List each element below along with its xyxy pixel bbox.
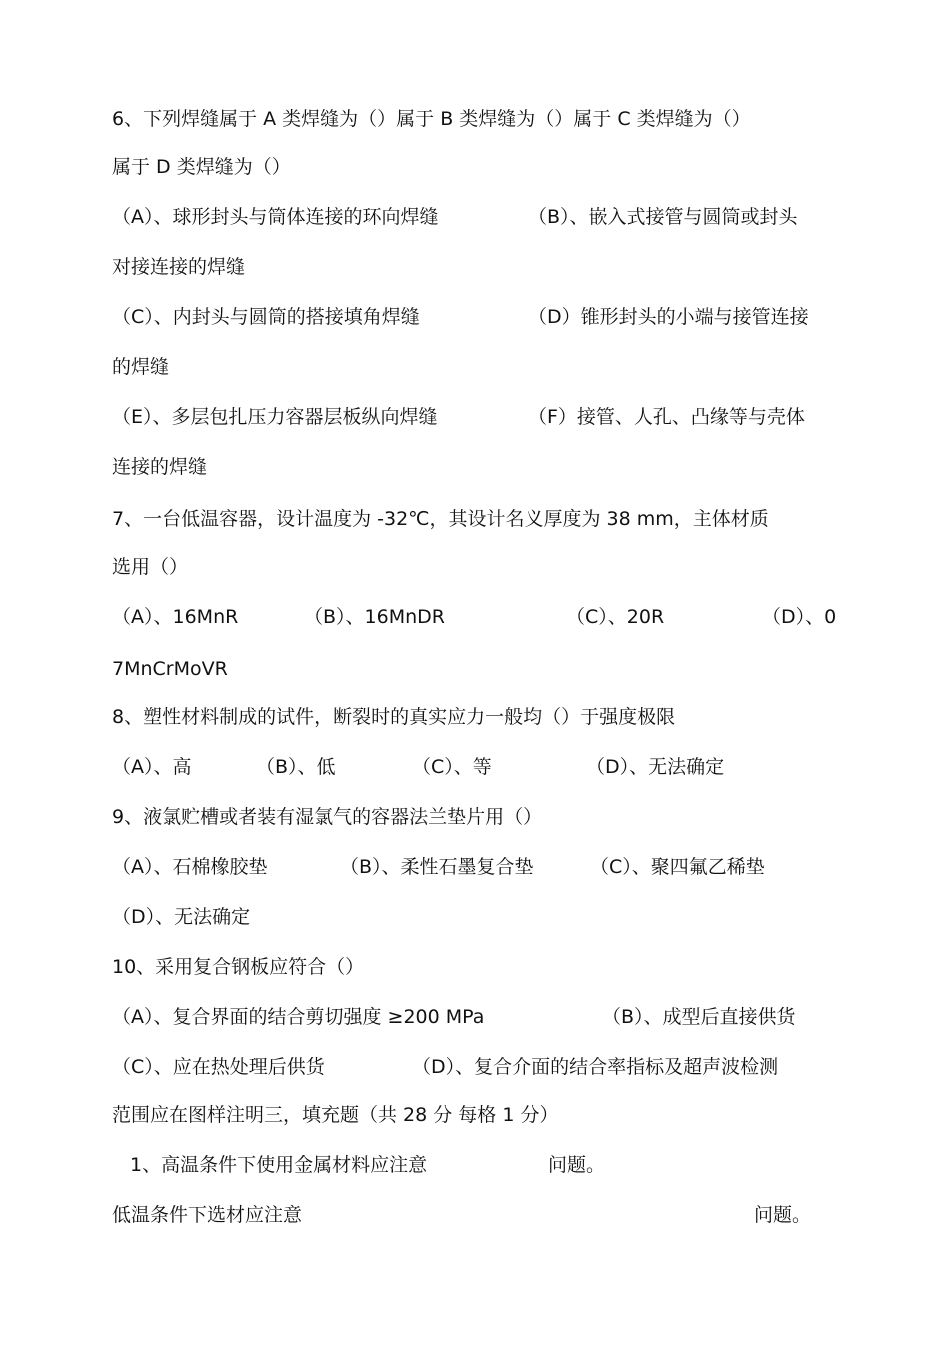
q10-option-c: （C）、应在热处理后供货 <box>112 1056 325 1078</box>
q6-option-b: （B）、嵌入式接管与圆筒或封头 <box>528 206 798 228</box>
fill-q1-line1-end: 问题。 <box>548 1154 606 1176</box>
q7-stem-line2: 选用（） <box>112 556 189 578</box>
q6-option-f: （F）接管、人孔、凸缘等与壳体 <box>528 406 805 428</box>
q6-option-d: （D）锥形封头的小端与接管连接 <box>528 306 809 328</box>
q7-option-d-cont: 7MnCrMoVR <box>112 658 228 680</box>
q9-option-a: （A）、石棉橡胶垫 <box>112 856 268 878</box>
q8-option-b: （B）、低 <box>256 756 336 778</box>
q9-stem: 9、液氯贮槽或者装有湿氯气的容器法兰垫片用（） <box>112 806 543 828</box>
q7-option-a: （A）、16MnR <box>112 606 239 628</box>
q10-option-a: （A）、复合界面的结合剪切强度 ≥200 MPa <box>112 1006 485 1028</box>
q6-option-f-cont: 连接的焊缝 <box>112 456 208 478</box>
q10-stem: 10、采用复合钢板应符合（） <box>112 956 365 978</box>
q10-option-d: （D）、复合介面的结合率指标及超声波检测 <box>412 1056 779 1078</box>
q6-option-b-cont: 对接连接的焊缝 <box>112 256 246 278</box>
fill-q1-line2-end: 问题。 <box>754 1204 812 1226</box>
q6-stem-line1: 6、下列焊缝属于 A 类焊缝为（）属于 B 类焊缝为（）属于 C 类焊缝为（） <box>112 108 751 130</box>
q10-option-b: （B）、成型后直接供货 <box>602 1006 796 1028</box>
q7-stem-line1: 7、一台低温容器，设计温度为 -32℃，其设计名义厚度为 38 mm，主体材质 <box>112 508 769 530</box>
q9-option-d: （D）、无法确定 <box>112 906 251 928</box>
q6-stem-line2: 属于 D 类焊缝为（） <box>112 156 291 178</box>
q7-option-d: （D）、0 <box>762 606 837 628</box>
q7-option-b: （B）、16MnDR <box>304 606 445 628</box>
q9-option-c: （C）、聚四氟乙稀垫 <box>590 856 765 878</box>
q10-option-d-cont-and-section-heading: 范围应在图样注明三，填充题（共 28 分 每格 1 分） <box>112 1104 559 1126</box>
q6-option-c: （C）、内封头与圆筒的搭接填角焊缝 <box>112 306 420 328</box>
q8-option-a: （A）、高 <box>112 756 192 778</box>
fill-q1-line2: 低温条件下选材应注意 <box>112 1204 303 1226</box>
q6-option-e: （E）、多层包扎压力容器层板纵向焊缝 <box>112 406 438 428</box>
q9-option-b: （B）、柔性石墨复合垫 <box>340 856 534 878</box>
q8-stem: 8、塑性材料制成的试件，断裂时的真实应力一般均（）于强度极限 <box>112 706 676 728</box>
q6-option-d-cont: 的焊缝 <box>112 356 170 378</box>
q8-option-c: （C）、等 <box>412 756 492 778</box>
q8-option-d: （D）、无法确定 <box>586 756 725 778</box>
fill-q1-line1: 1、高温条件下使用金属材料应注意 <box>130 1154 428 1176</box>
q7-option-c: （C）、20R <box>566 606 665 628</box>
q6-option-a: （A）、球形封头与筒体连接的环向焊缝 <box>112 206 439 228</box>
